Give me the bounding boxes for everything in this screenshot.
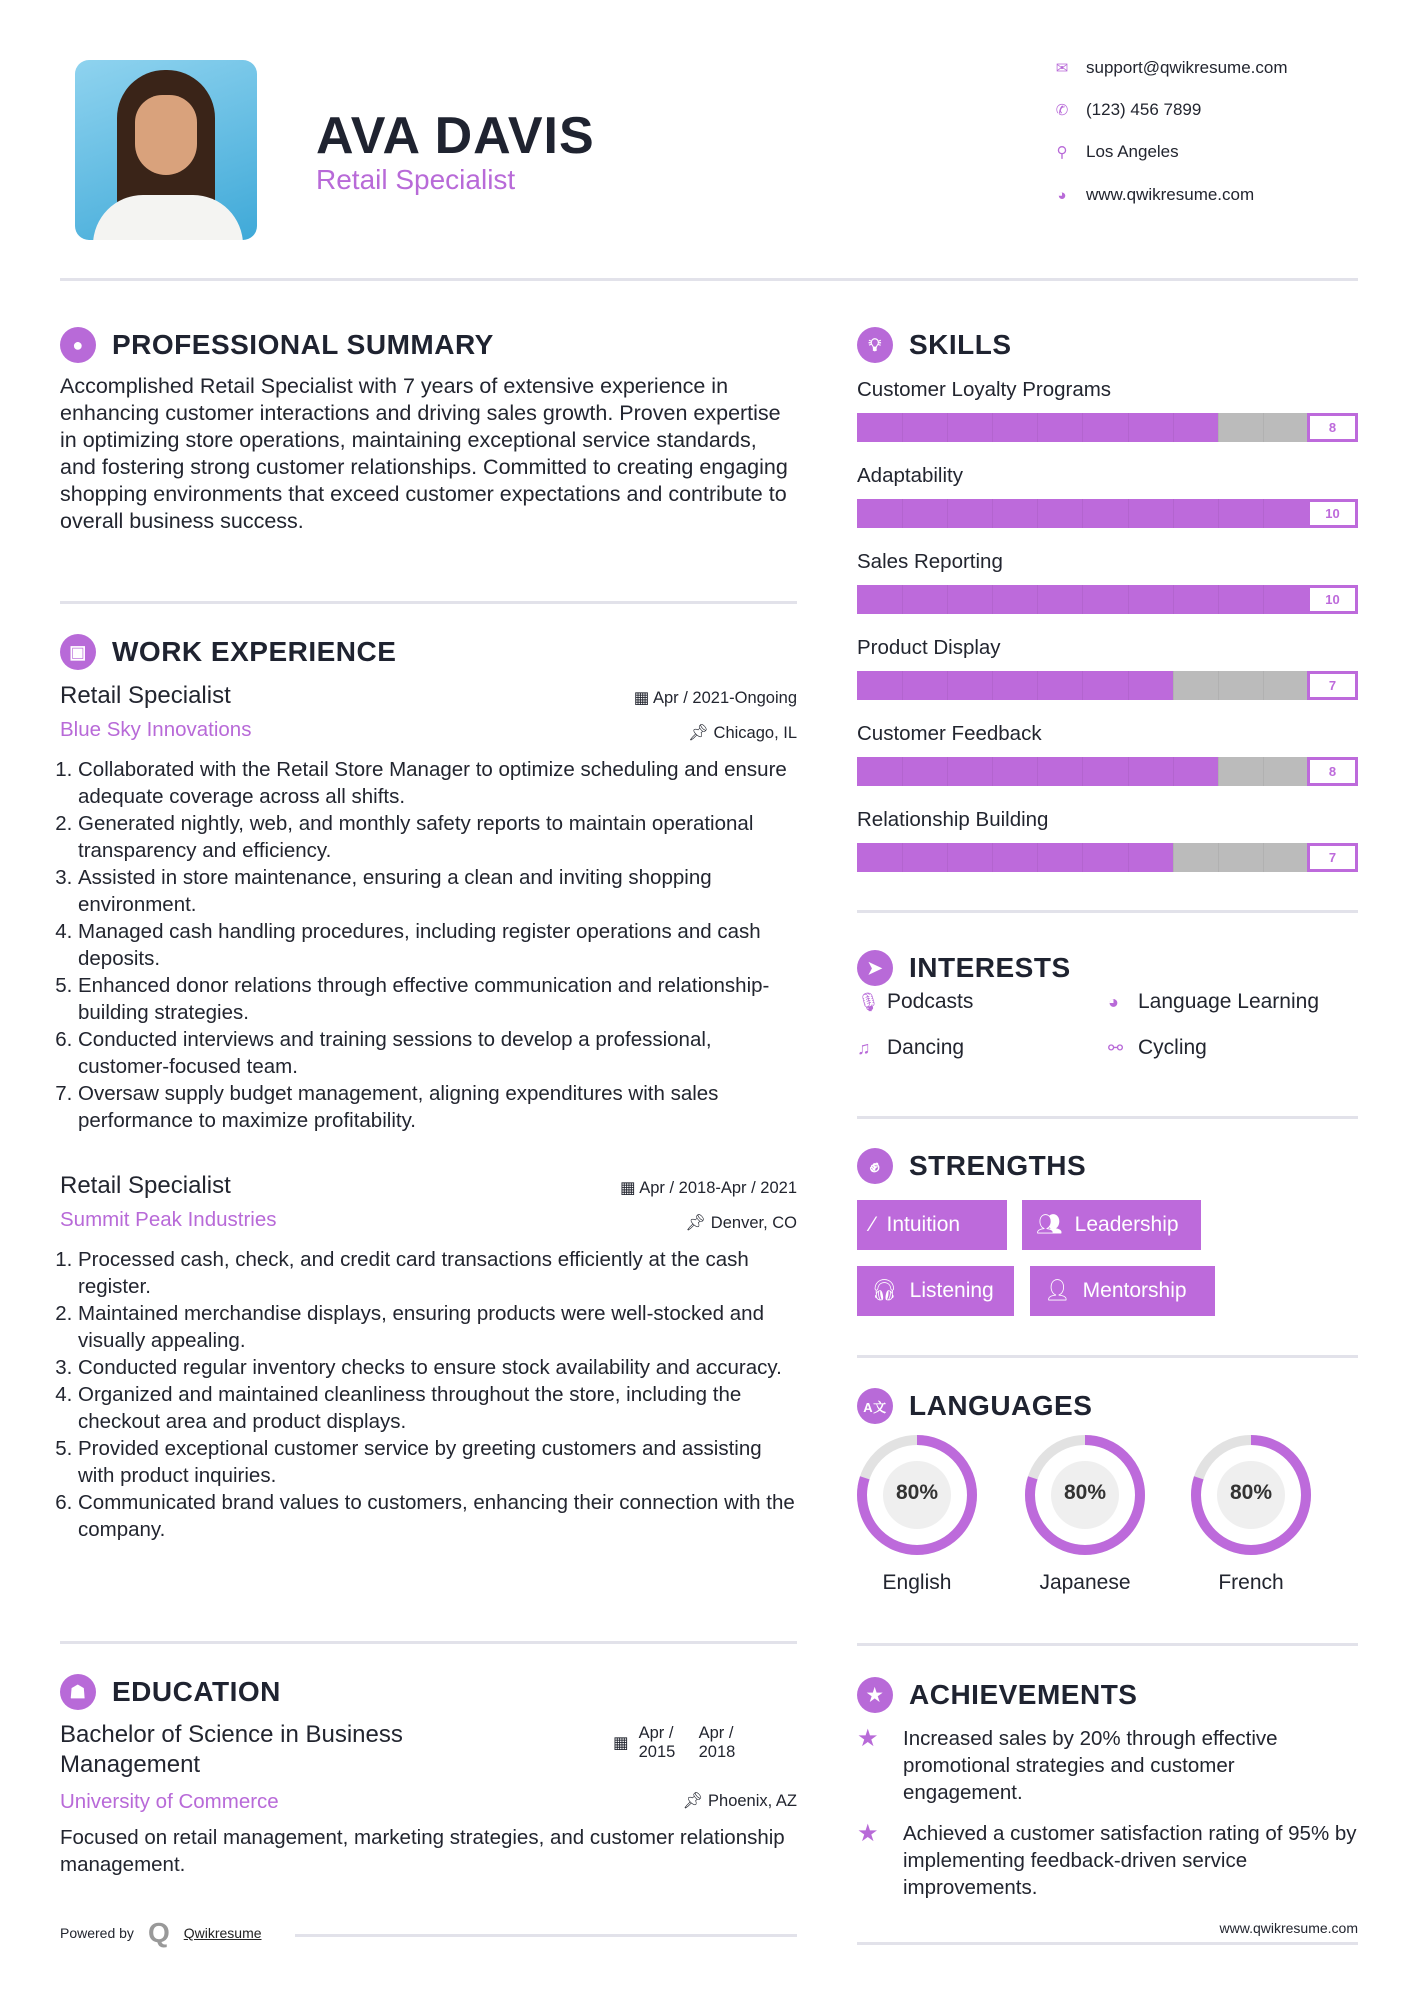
fist-icon: ✊︎ [857,1148,893,1184]
bar-segment [902,585,903,614]
bar-segment [1037,413,1038,442]
interests-section [857,950,1358,986]
bar-segment [1082,585,1083,614]
languages-section [857,1388,1358,1424]
interest-item [857,1036,964,1060]
website-text: www.qwikresume.com [1086,185,1255,204]
powered-by [60,1917,262,1949]
bicycle-icon: ⚯ [1108,1037,1124,1058]
section-heading: INTERESTS [909,952,1071,983]
interest-label: Language Learning [1138,990,1320,1013]
language-name: French [1218,1571,1284,1594]
bar-segment [947,843,948,872]
job-title: Retail Specialist [60,1172,231,1199]
user-icon: ● [60,327,96,363]
bar-segment [1128,671,1129,700]
bar-segment [1128,499,1129,528]
location-text: Chicago, IL [713,724,797,742]
contact-email[interactable] [1052,58,1288,78]
footer-line [857,1942,1358,1945]
group-icon: 👥︎ [1036,1213,1063,1236]
strength-label: Mentorship [1082,1279,1187,1302]
interest-label: Dancing [887,1036,965,1059]
music-note-icon: ♫ [857,1037,871,1058]
pushpin-icon: 📌︎ [685,1214,711,1232]
bar-segment [1173,757,1174,786]
interest-label: Cycling [1138,1036,1207,1059]
job-entry [60,1172,797,1543]
skill-label: Adaptability [857,464,963,487]
bar-segment [992,499,993,528]
strengths-section [857,1148,1358,1184]
bar-segment [1173,499,1174,528]
profile-photo [75,60,257,240]
language-donut [855,1433,979,1562]
skill-label: Sales Reporting [857,550,1003,573]
bar-segment [947,499,948,528]
achievement-text: Achieved a customer satisfaction rating of 95% by implementing feedback-driven service improvements. [903,1822,1357,1899]
strength-chip [857,1200,1007,1250]
bar-segment [1263,843,1264,872]
bullet: 5. Enhanced donor relations through effective communication and relationship-building strategies. [78,972,797,1026]
bar-segment [1037,585,1038,614]
bar-segment [1173,843,1174,872]
bar-segment [1037,671,1038,700]
achievement-item [857,1820,1358,1901]
company-name: Blue Sky Innovations [60,718,252,741]
location-text: Phoenix, AZ [708,1792,797,1810]
skill-bar [857,843,1358,872]
skill-value: 7 [1307,671,1358,700]
bar-segment [1263,499,1264,528]
date-text: Apr / 2021-Ongoing [652,689,797,707]
bar-segment [1128,413,1129,442]
qwikresume-link[interactable]: Qwikresume [183,1925,262,1941]
skill-label: Customer Loyalty Programs [857,378,1112,401]
location-text: Denver, CO [710,1214,797,1232]
bar-segment [947,413,948,442]
bar-segment [1263,671,1264,700]
bullet: 4. Organized and maintained cleanliness throughout the store, including the checkout area and product displays. [78,1381,797,1435]
candidate-name: AVA DAVIS [316,107,595,165]
bar-segment [1037,757,1038,786]
strength-label: Intuition [886,1213,961,1236]
education-location [682,1792,797,1811]
bar-segment [947,757,948,786]
strength-chip [1022,1200,1201,1250]
bar-segment [1263,413,1264,442]
candidate-title: Retail Specialist [316,164,516,195]
star-icon: ★ [857,1725,879,1752]
skill-value: 7 [1307,843,1358,872]
skill-bar [857,757,1358,786]
paper-plane-icon: ➤ [857,950,893,986]
location-text: Los Angeles [1086,142,1179,161]
footer-line [295,1934,797,1937]
headphones-icon: 🎧︎ [871,1279,898,1302]
phone-text: (123) 456 7899 [1086,100,1202,119]
skill-label: Customer Feedback [857,722,1042,745]
contact-phone[interactable] [1052,100,1201,120]
bar-segment [1173,585,1174,614]
bar-segment [1218,757,1219,786]
skill-value: 10 [1307,585,1358,614]
divider [857,910,1358,913]
bullet: 1. Processed cash, check, and credit card transactions efficiently at the cash register. [78,1246,797,1300]
calendar-icon: ▦ [613,1734,629,1752]
degree-title: Bachelor of Science in Business Management [60,1721,403,1778]
pushpin-icon: 📌︎ [687,724,714,742]
header-divider [60,278,1358,281]
bullet: 6. Communicated brand values to customers, enhancing their connection with the company. [78,1489,797,1543]
bar-segment [1173,413,1174,442]
bar-segment [1037,843,1038,872]
email-text: support@qwikresume.com [1086,58,1288,77]
end-date: Apr / 2018 [698,1724,736,1761]
interest-label: Podcasts [887,990,974,1013]
education-description: Focused on retail management, marketing strategies, and customer relationship management. [60,1826,785,1876]
job-entry [60,682,797,1134]
divider [857,1116,1358,1119]
bar-segment [1218,843,1219,872]
globe-icon: ◕ [1108,991,1119,1012]
section-heading: LANGUAGES [909,1390,1093,1421]
job-bullets [60,756,797,1134]
skill-bar [857,671,1358,700]
language-donut [1189,1433,1313,1562]
divider [857,1643,1358,1646]
phone-icon: ✆ [1055,102,1069,119]
bar-segment [1128,585,1129,614]
job-bullets [60,1246,797,1543]
company-name: Summit Peak Industries [60,1208,277,1231]
bar-segment [992,413,993,442]
bar-segment [1082,671,1083,700]
bar-segment [1173,671,1174,700]
bar-segment [1082,843,1083,872]
powered-by-text: Powered by [60,1925,134,1941]
bar-segment [992,585,993,614]
interest-item [1108,990,1319,1014]
graduate-icon: ☗ [60,1674,96,1710]
bar-segment [1218,585,1219,614]
envelope-icon: ✉ [1055,60,1069,77]
contact-website[interactable] [1052,185,1254,205]
summary-section [60,327,797,535]
skill-label: Relationship Building [857,808,1049,831]
qwikresume-logo-icon: Q [147,1917,170,1948]
job-title: Retail Specialist [60,682,231,709]
school-name: University of Commerce [60,1790,279,1813]
bar-segment [902,843,903,872]
section-heading: WORK EXPERIENCE [112,636,397,667]
map-pin-icon: ⚲ [1056,144,1068,161]
job-location [685,1214,797,1233]
language-percent: 80% [1229,1481,1273,1504]
bullet: 5. Provided exceptional customer service by greeting customers and assisting with product inquiries. [78,1435,797,1489]
bullet: 1. Collaborated with the Retail Store Manager to optimize scheduling and ensure adequate coverage across all shifts. [78,756,797,810]
bar-segment [1263,757,1264,786]
work-experience-section [60,634,797,1134]
section-heading: STRENGTHS [909,1150,1087,1181]
bar-segment [1218,499,1219,528]
education-dates [613,1724,749,1762]
job-date [634,688,797,708]
bar-segment [1082,757,1083,786]
skills-section [857,327,1358,363]
summary-text: Accomplished Retail Specialist with 7 years of extensive experience in enhancing customer interactions and driving sales growth. Proven expertise in optimizing store operations, maintaining exceptional service standards, and fostering strong customer relationships. Committed to creating engaging shopping environments that exceed customer expectations and contribute to overall business success. [60,374,788,533]
skill-bar-fill [857,843,1173,872]
bar-segment [1218,413,1219,442]
language-name: Japanese [1039,1571,1131,1594]
education-section [60,1674,797,1878]
interest-item [857,990,973,1014]
bar-segment [992,843,993,872]
bullet: 6. Conducted interviews and training sessions to develop a professional, customer-focused team. [78,1026,797,1080]
strength-label: Listening [909,1279,994,1302]
strength-chip [857,1266,1014,1316]
language-name: English [882,1571,952,1594]
skill-value: 8 [1307,757,1358,786]
bar-segment [992,671,993,700]
bar-segment [902,413,903,442]
bar-segment [1037,499,1038,528]
bar-segment [947,585,948,614]
skill-value: 10 [1307,499,1358,528]
divider [857,1355,1358,1358]
achievement-text: Increased sales by 20% through effective promotional strategies and customer engagement. [903,1727,1278,1804]
bar-segment [902,671,903,700]
strength-chip [1030,1266,1215,1316]
briefcase-icon: ▣ [60,634,96,670]
strength-label: Leadership [1074,1213,1179,1236]
job-date [620,1178,797,1198]
bullet: 3. Conducted regular inventory checks to ensure stock availability and accuracy. [78,1354,797,1381]
section-heading: ACHIEVEMENTS [909,1679,1138,1710]
magic-wand-icon: ⁄ [871,1213,875,1236]
bullet: 4. Managed cash handling procedures, including register operations and cash deposits. [78,918,797,972]
bar-segment [902,757,903,786]
footer-website[interactable]: www.qwikresume.com [1219,1920,1358,1936]
bar-segment [992,757,993,786]
language-percent: 80% [895,1481,939,1504]
star-badge-icon: ★ [857,1677,893,1713]
bar-segment [1082,499,1083,528]
skill-value: 8 [1307,413,1358,442]
interest-item [1108,1036,1207,1060]
microphone-icon: 🎙︎ [857,991,880,1012]
achievement-item [857,1725,1358,1806]
section-heading: PROFESSIONAL SUMMARY [112,329,494,360]
bullet: 7. Oversaw supply budget management, aligning expenditures with sales performance to maximize profitability. [78,1080,797,1134]
calendar-icon: ▦ [633,689,653,707]
lightbulb-icon: 💡︎ [857,327,893,363]
divider [60,1641,797,1644]
achievements-section [857,1677,1358,1901]
star-icon: ★ [857,1820,879,1847]
calendar-icon: ▦ [619,1179,640,1197]
job-location [688,724,797,743]
contact-location [1052,142,1179,162]
globe-icon: ◕ [1057,186,1067,204]
start-date: Apr / 2015 [638,1724,676,1761]
bar-segment [1218,671,1219,700]
language-percent: 80% [1063,1481,1107,1504]
bar-segment [902,499,903,528]
skill-bar [857,585,1358,614]
skill-bar [857,413,1358,442]
section-heading: EDUCATION [112,1676,281,1707]
translate-icon: A文 [857,1388,893,1424]
skill-bar [857,499,1358,528]
bullet: 2. Generated nightly, web, and monthly safety reports to maintain operational transparency and efficiency. [78,810,797,864]
skill-label: Product Display [857,636,1001,659]
skill-bar-fill [857,671,1173,700]
bar-segment [1082,413,1083,442]
bar-segment [1128,843,1129,872]
bar-segment [1128,757,1129,786]
bar-segment [1263,585,1264,614]
divider [60,601,797,604]
language-donut [1023,1433,1147,1562]
user-plus-icon: 👤︎ [1044,1279,1071,1302]
section-heading: SKILLS [909,329,1012,360]
bullet: 2. Maintained merchandise displays, ensuring products were well-stocked and visually appealing. [78,1300,797,1354]
pushpin-icon: 📌︎ [682,1792,709,1810]
date-text: Apr / 2018-Apr / 2021 [639,1179,797,1197]
bar-segment [947,671,948,700]
bullet: 3. Assisted in store maintenance, ensuring a clean and inviting shopping environment. [78,864,797,918]
